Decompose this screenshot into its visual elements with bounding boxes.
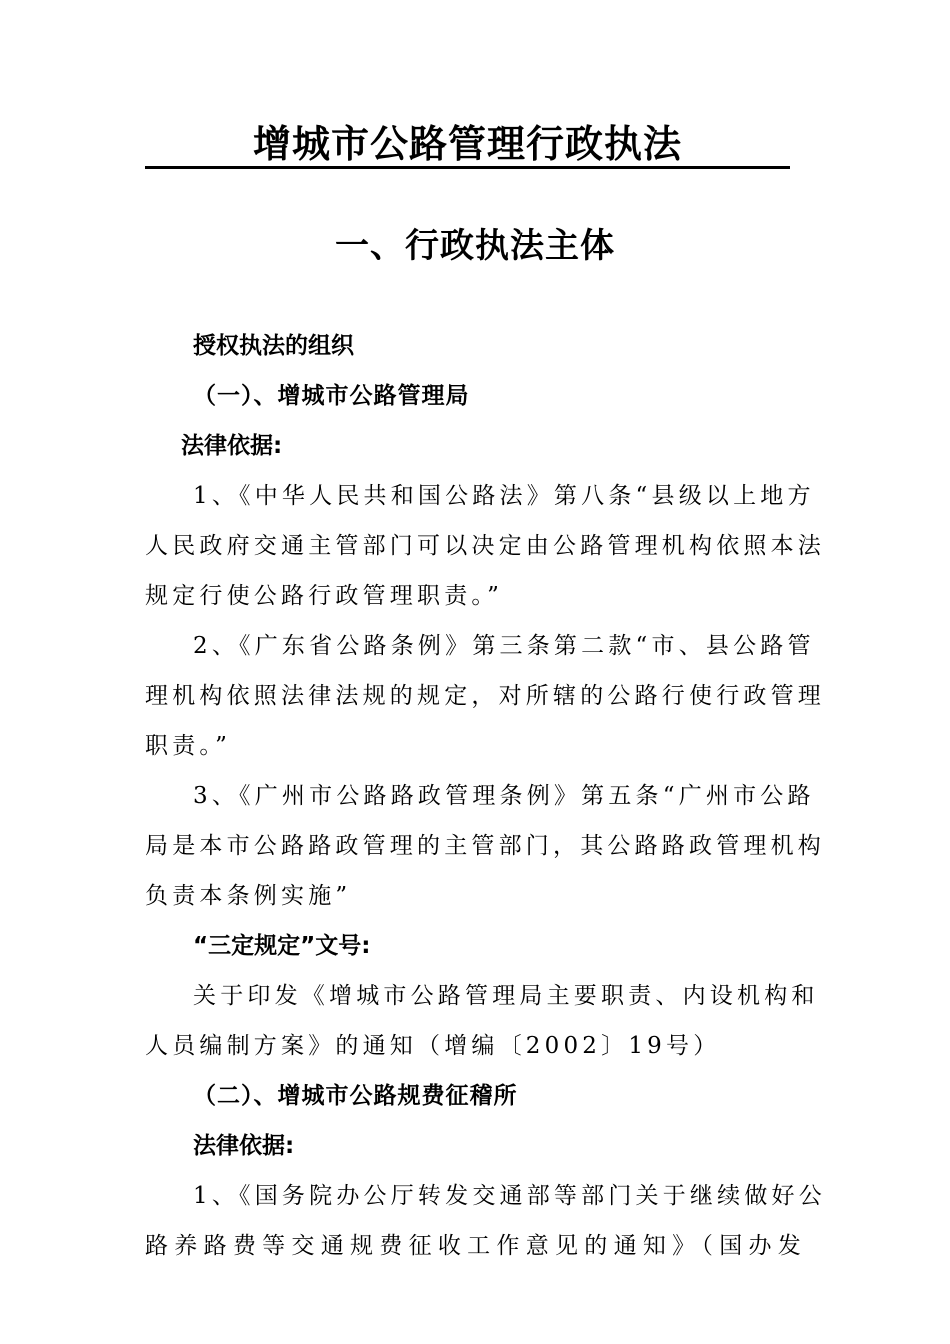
document-title: 增城市公路管理行政执法 (252, 122, 682, 166)
section2-item1-line1: 1、《国务院办公厅转发交通部等部门关于继续做好公 (193, 1183, 826, 1209)
section1-heading: （一）、增城市公路管理局 (193, 383, 470, 409)
section2-heading: （二）、增城市公路规费征稽所 (193, 1083, 518, 1109)
section1-item3-line1: 3、《广州市公路路政管理条例》第五条“广州市公路 (193, 783, 815, 809)
sanding-label: “三定规定”文号: (193, 933, 371, 959)
section1-item2-line3: 职责。” (145, 733, 232, 759)
section1-item2-line2: 理机构依照法律法规的规定，对所辖的公路行使行政管理 (145, 683, 825, 709)
section1-item2-line1: 2、《广东省公路条例》第三条第二款“市、县公路管 (193, 633, 815, 659)
section2-item1-line2: 路养路费等交通规费征收工作意见的通知》（国办发 (145, 1233, 805, 1259)
section1-legal-basis-label: 法律依据: (181, 433, 283, 459)
section1-item3-line3: 负责本条例实施” (145, 883, 352, 909)
section1-item3-line2: 局是本市公路路政管理的主管部门，其公路路政管理机构 (145, 833, 825, 859)
section1-item1-line2: 人民政府交通主管部门可以决定由公路管理机构依照本法 (145, 533, 825, 559)
sanding-line2: 人员编制方案》的通知（增编〔2002〕19号） (145, 1033, 721, 1059)
org-heading: 授权执法的组织 (193, 333, 354, 359)
section2-legal-basis-label: 法律依据: (193, 1133, 295, 1159)
title-underline (145, 166, 790, 169)
section-heading-main: 一、行政执法主体 (335, 226, 615, 266)
document-title-block (145, 118, 790, 170)
sanding-line1: 关于印发《增城市公路管理局主要职责、内设机构和 (193, 983, 819, 1009)
section1-item1-line3: 规定行使公路行政管理职责。” (145, 583, 504, 609)
section1-item1-line1: 1、《中华人民共和国公路法》第八条“县级以上地方 (193, 483, 815, 509)
